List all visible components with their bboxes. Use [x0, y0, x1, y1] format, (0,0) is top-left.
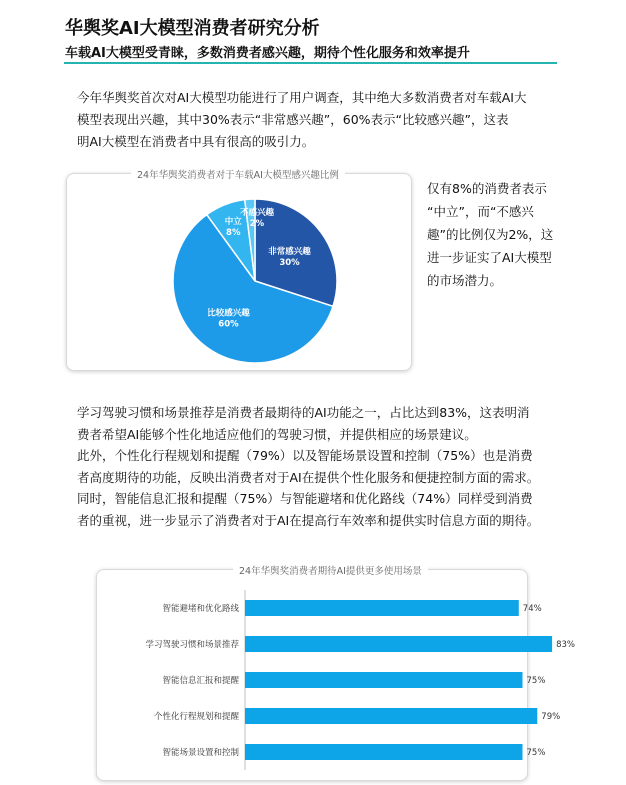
- bar-chart: [97, 570, 576, 780]
- bar: [245, 744, 523, 760]
- pie-chart-title: 24年华舆奖消费者对于车载AI大模型感兴趣比例: [131, 167, 345, 181]
- bar-category-label: 智能场景设置和控制: [162, 748, 239, 758]
- usage-line: 者的重视，进一步显示了消费者对于AI在提高行车效率和提供实时信息方面的期待。: [77, 512, 540, 528]
- bar-value-label: 79%: [541, 712, 561, 722]
- bar: [245, 636, 552, 652]
- pie-slice-value: 30%: [279, 257, 300, 268]
- usage-paragraph: [77, 402, 577, 531]
- bar-value-label: 83%: [556, 640, 576, 650]
- bar: [245, 672, 523, 688]
- page-title: 华舆奖AI大模型消费者研究分析: [65, 18, 320, 39]
- pie-slice-label: 比较感兴趣: [207, 308, 250, 319]
- pie-slice-label: 中立: [224, 217, 242, 228]
- side-note-line: 进一步证实了AI大模型: [427, 250, 552, 265]
- pie-slice-value: 2%: [249, 219, 265, 230]
- pie-slice-value: 60%: [218, 319, 239, 330]
- side-note: [427, 177, 563, 292]
- pie-chart-card: [66, 170, 412, 371]
- bar: [245, 600, 519, 616]
- usage-line: 者高度期待的功能，反映出消费者对于AI在提供个性化服务和便捷控制方面的需求。: [77, 469, 540, 485]
- bar-chart-title: 24年华舆奖消费者期待AI提供更多使用场景: [233, 563, 428, 577]
- pie-slice-value: 8%: [226, 228, 241, 239]
- side-note-line: “中立”，而“不感兴: [427, 204, 534, 219]
- bar-category-label: 智能避堵和优化路线: [162, 604, 239, 614]
- intro-paragraph: [77, 87, 557, 153]
- bar-category-label: 学习驾驶习惯和场景推荐: [145, 640, 239, 650]
- side-note-line: 的市场潜力。: [427, 273, 503, 288]
- bar-value-label: 75%: [526, 676, 546, 686]
- title-divider: [64, 62, 557, 64]
- side-note-line: 趣”的比例仅为2%，这: [427, 227, 554, 242]
- bar-value-label: 75%: [526, 748, 546, 758]
- bar-chart-card: [96, 566, 576, 781]
- bar: [245, 708, 537, 724]
- usage-line: 费者希望AI能够个性化地适应他们的驾驶习惯，并提供相应的场景建议。: [77, 426, 477, 442]
- page-subtitle: 车载AI大模型受青睐，多数消费者感兴趣，期待个性化服务和效率提升: [65, 46, 470, 61]
- pie-slice-label: 非常感兴趣: [268, 246, 311, 257]
- intro-line: 明AI大模型在消费者中具有很高的吸引力。: [77, 134, 315, 149]
- pie-chart: [67, 174, 411, 370]
- pie-slice-label: 不感兴趣: [239, 208, 274, 219]
- usage-line: 同时，智能信息汇报和提醒（75%）与智能避堵和优化路线（74%）同样受到消费: [77, 491, 533, 506]
- intro-line: 今年华舆奖首次对AI大模型功能进行了用户调查，其中绝大多数消费者对车载AI大: [77, 90, 527, 105]
- bar-category-label: 个性化行程规划和提醒: [153, 712, 239, 722]
- side-note-line: 仅有8%的消费者表示: [427, 181, 547, 196]
- bar-value-label: 74%: [522, 604, 542, 614]
- intro-line: 模型表现出兴趣，其中30%表示“非常感兴趣”，60%表示“比较感兴趣”，这表: [77, 112, 509, 127]
- usage-line: 学习驾驶习惯和场景推荐是消费者最期待的AI功能之一，占比达到83%，这表明消: [77, 405, 530, 420]
- bar-category-label: 智能信息汇报和提醒: [162, 676, 239, 686]
- usage-line: 此外，个性化行程规划和提醒（79%）以及智能场景设置和控制（75%）也是消费: [77, 448, 533, 463]
